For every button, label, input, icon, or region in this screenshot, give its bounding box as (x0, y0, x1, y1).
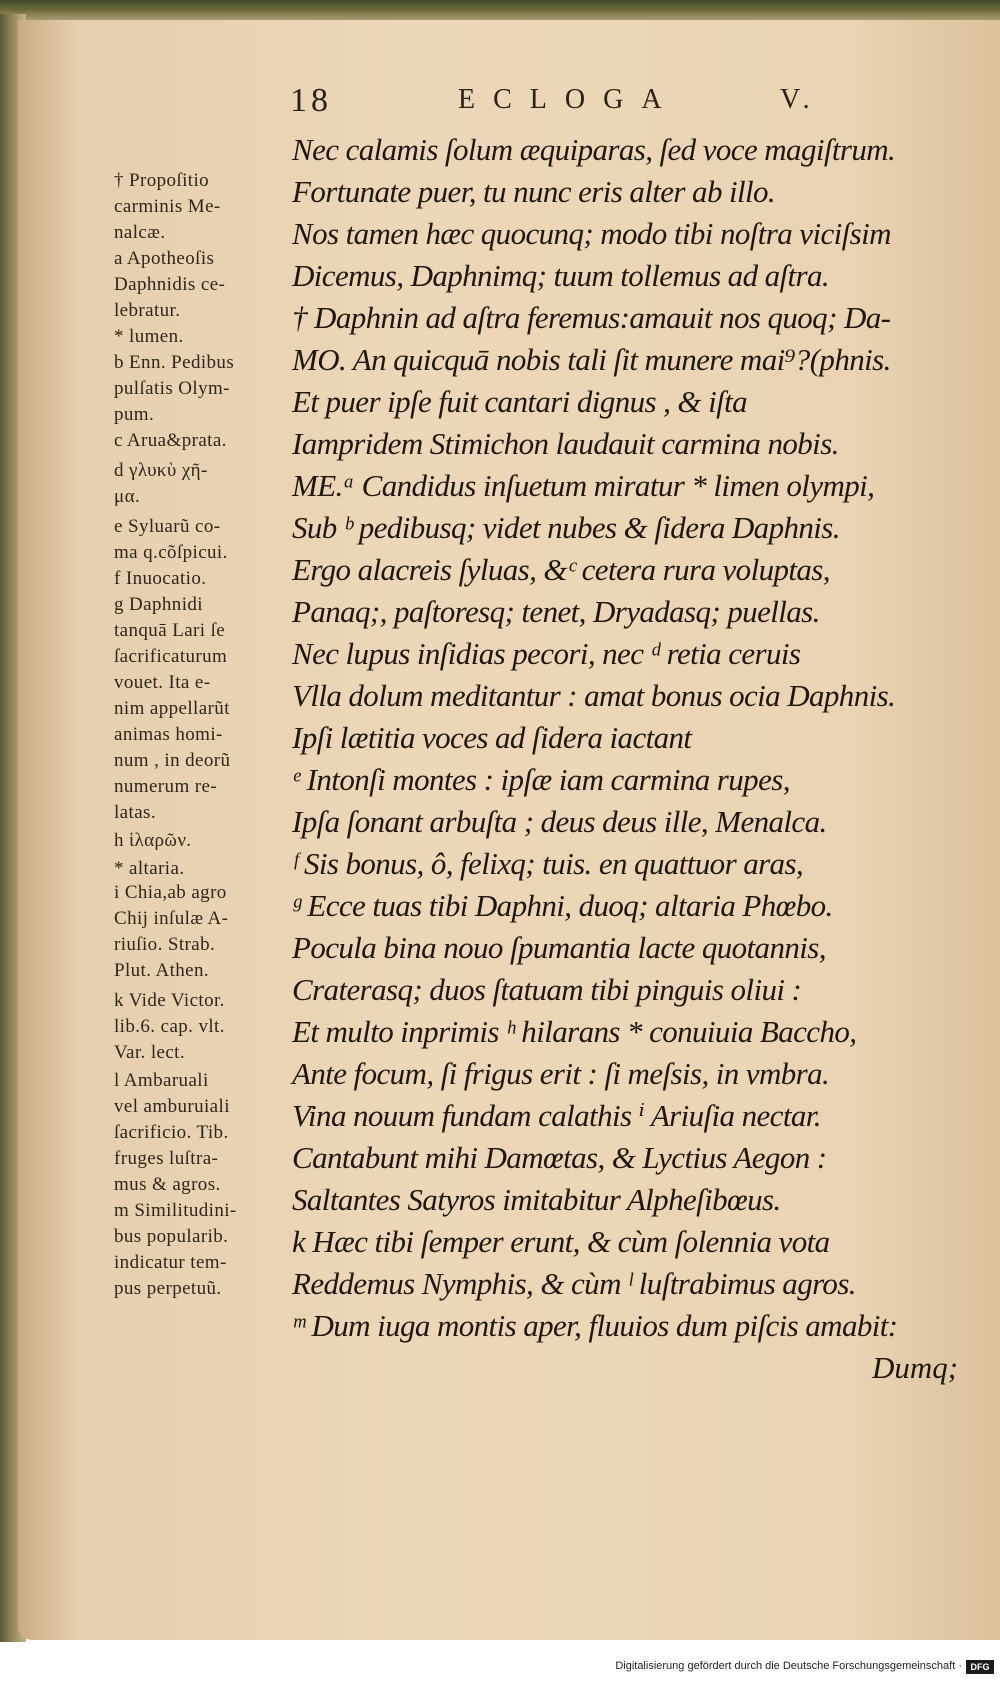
margin-note: g Daphnidi tanquā Lari ſe ſacrificaturum vouet. Ita e- nim appellarũt animas homi- num , in deorũ numerum re- latas. (114, 594, 231, 823)
verse-line: † Daphnin ad aſtra feremus:amauit nos quoq; Da- (292, 300, 891, 335)
verse-line: Ergo alacreis ſyluas, &ᶜ cetera rura voluptas, (292, 552, 830, 587)
margin-note: i Chia,ab agro Chij inſulæ A- riuſio. Strab. Plut. Athen. (114, 882, 229, 981)
verse-line: Nec lupus inſidias pecori, nec ᵈ retia ceruis (292, 636, 801, 671)
eclogue-number: V. (780, 84, 816, 115)
verse-line: Ipſa ſonant arbuſta ; deus deus ille, Menalca. (292, 804, 827, 839)
verse-line: Pocula bina nouo ſpumantia lacte quotannis, (292, 930, 826, 965)
verse-line: Vina nouum fundam calathis ⁱ Ariuſia nectar. (292, 1098, 821, 1133)
margin-note: * lumen. (114, 326, 184, 347)
margin-note: † Propoſitio carminis Me- nalcæ. (114, 170, 221, 243)
margin-note: f Inuocatio. (114, 568, 207, 589)
verse-line: Ante focum, ſi frigus erit : ſi meſsis, in vmbra. (292, 1056, 830, 1091)
verse-line: Sub ᵇ pedibusq; videt nubes & ſidera Daphnis. (292, 510, 840, 545)
margin-note: l Ambaruali vel amburuiali ſacrificio. Tib. fruges luſtra- mus & agros. (114, 1070, 230, 1195)
verse-line: Iampridem Stimichon laudauit carmina nobis. (292, 426, 839, 461)
verse-line: Et multo inprimis ʰ hilarans * conuiuia Baccho, (292, 1014, 857, 1049)
margin-note: d γλυκὺ χῆ- μα. (114, 460, 208, 507)
dfg-logo: DFG (966, 1660, 994, 1674)
verse-line: ME.ᵃ Candidus inſuetum miratur * limen olympi, (292, 468, 875, 503)
running-title: ECLOGA (458, 84, 680, 115)
verse-line: Panaq;, paſtoresq; tenet, Dryadasq; puellas. (292, 594, 820, 629)
verse-line: Cantabunt mihi Damœtas, & Lyctius Aegon : (292, 1140, 827, 1175)
verse-line: ᵐ Dum iuga montis aper, fluuios dum piſcis amabit: (292, 1308, 898, 1343)
verse-line: Craterasq; duos ſtatuam tibi pinguis oliui : (292, 972, 802, 1007)
margin-note: h ἱλαρῶν. (114, 830, 192, 851)
catchword: Dumq; (872, 1350, 959, 1385)
margin-note: b Enn. Pedibus pulſatis Olym- pum. (114, 352, 235, 425)
margin-note: a Apotheoſis Daphnidis ce- lebratur. (114, 248, 226, 321)
margin-note: k Vide Victor. lib.6. cap. vlt. Var. lect. (114, 990, 225, 1063)
margin-note: e Syluarũ co- ma q.cõſpicui. (114, 516, 228, 563)
verse-line: Saltantes Satyros imitabitur Alpheſibœus. (292, 1182, 781, 1217)
verse-line: Nos tamen hæc quocunq; modo tibi noſtra viciſsim (292, 216, 891, 251)
verse-line: k Hæc tibi ſemper erunt, & cùm ſolennia vota (292, 1224, 830, 1259)
digitization-credit: Digitalisierung gefördert durch die Deutsche Forschungsgemeinschaft · (615, 1660, 962, 1672)
page-number: 18 (290, 82, 332, 119)
verse-line: Fortunate puer, tu nunc eris alter ab illo. (292, 174, 776, 209)
verse-line: MO. An quicquā nobis tali ſit munere mai⁹?(phnis. (292, 342, 891, 377)
verse-line: ᶠ Sis bonus, ô, felixq; tuis. en quattuor aras, (292, 846, 804, 881)
verse-line: ᵍ Ecce tuas tibi Daphni, duoq; altaria Phœbo. (292, 888, 833, 923)
verse-line: ᵉ Intonſi montes : ipſæ iam carmina rupes, (292, 762, 790, 797)
verse-line: Dicemus, Daphnimq; tuum tollemus ad aſtra. (292, 258, 830, 293)
margin-note: * altaria. (114, 858, 185, 879)
page-header (0, 82, 1000, 122)
verse-line: Reddemus Nymphis, & cùm ˡ luſtrabimus agros. (292, 1266, 856, 1301)
verse-line: Vlla dolum meditantur : amat bonus ocia Daphnis. (292, 678, 896, 713)
verse-line: Nec calamis ſolum æquiparas, ſed voce magiſtrum. (292, 132, 896, 167)
margin-note: c Arua&prata. (114, 430, 227, 451)
verse-line: Et puer ipſe fuit cantari dignus , & iſta (292, 384, 748, 419)
verse-line: Ipſi lætitia voces ad ſidera iactant (292, 720, 692, 755)
margin-note: m Similitudini- bus popularib. indicatur tem- pus perpetuũ. (114, 1200, 237, 1299)
